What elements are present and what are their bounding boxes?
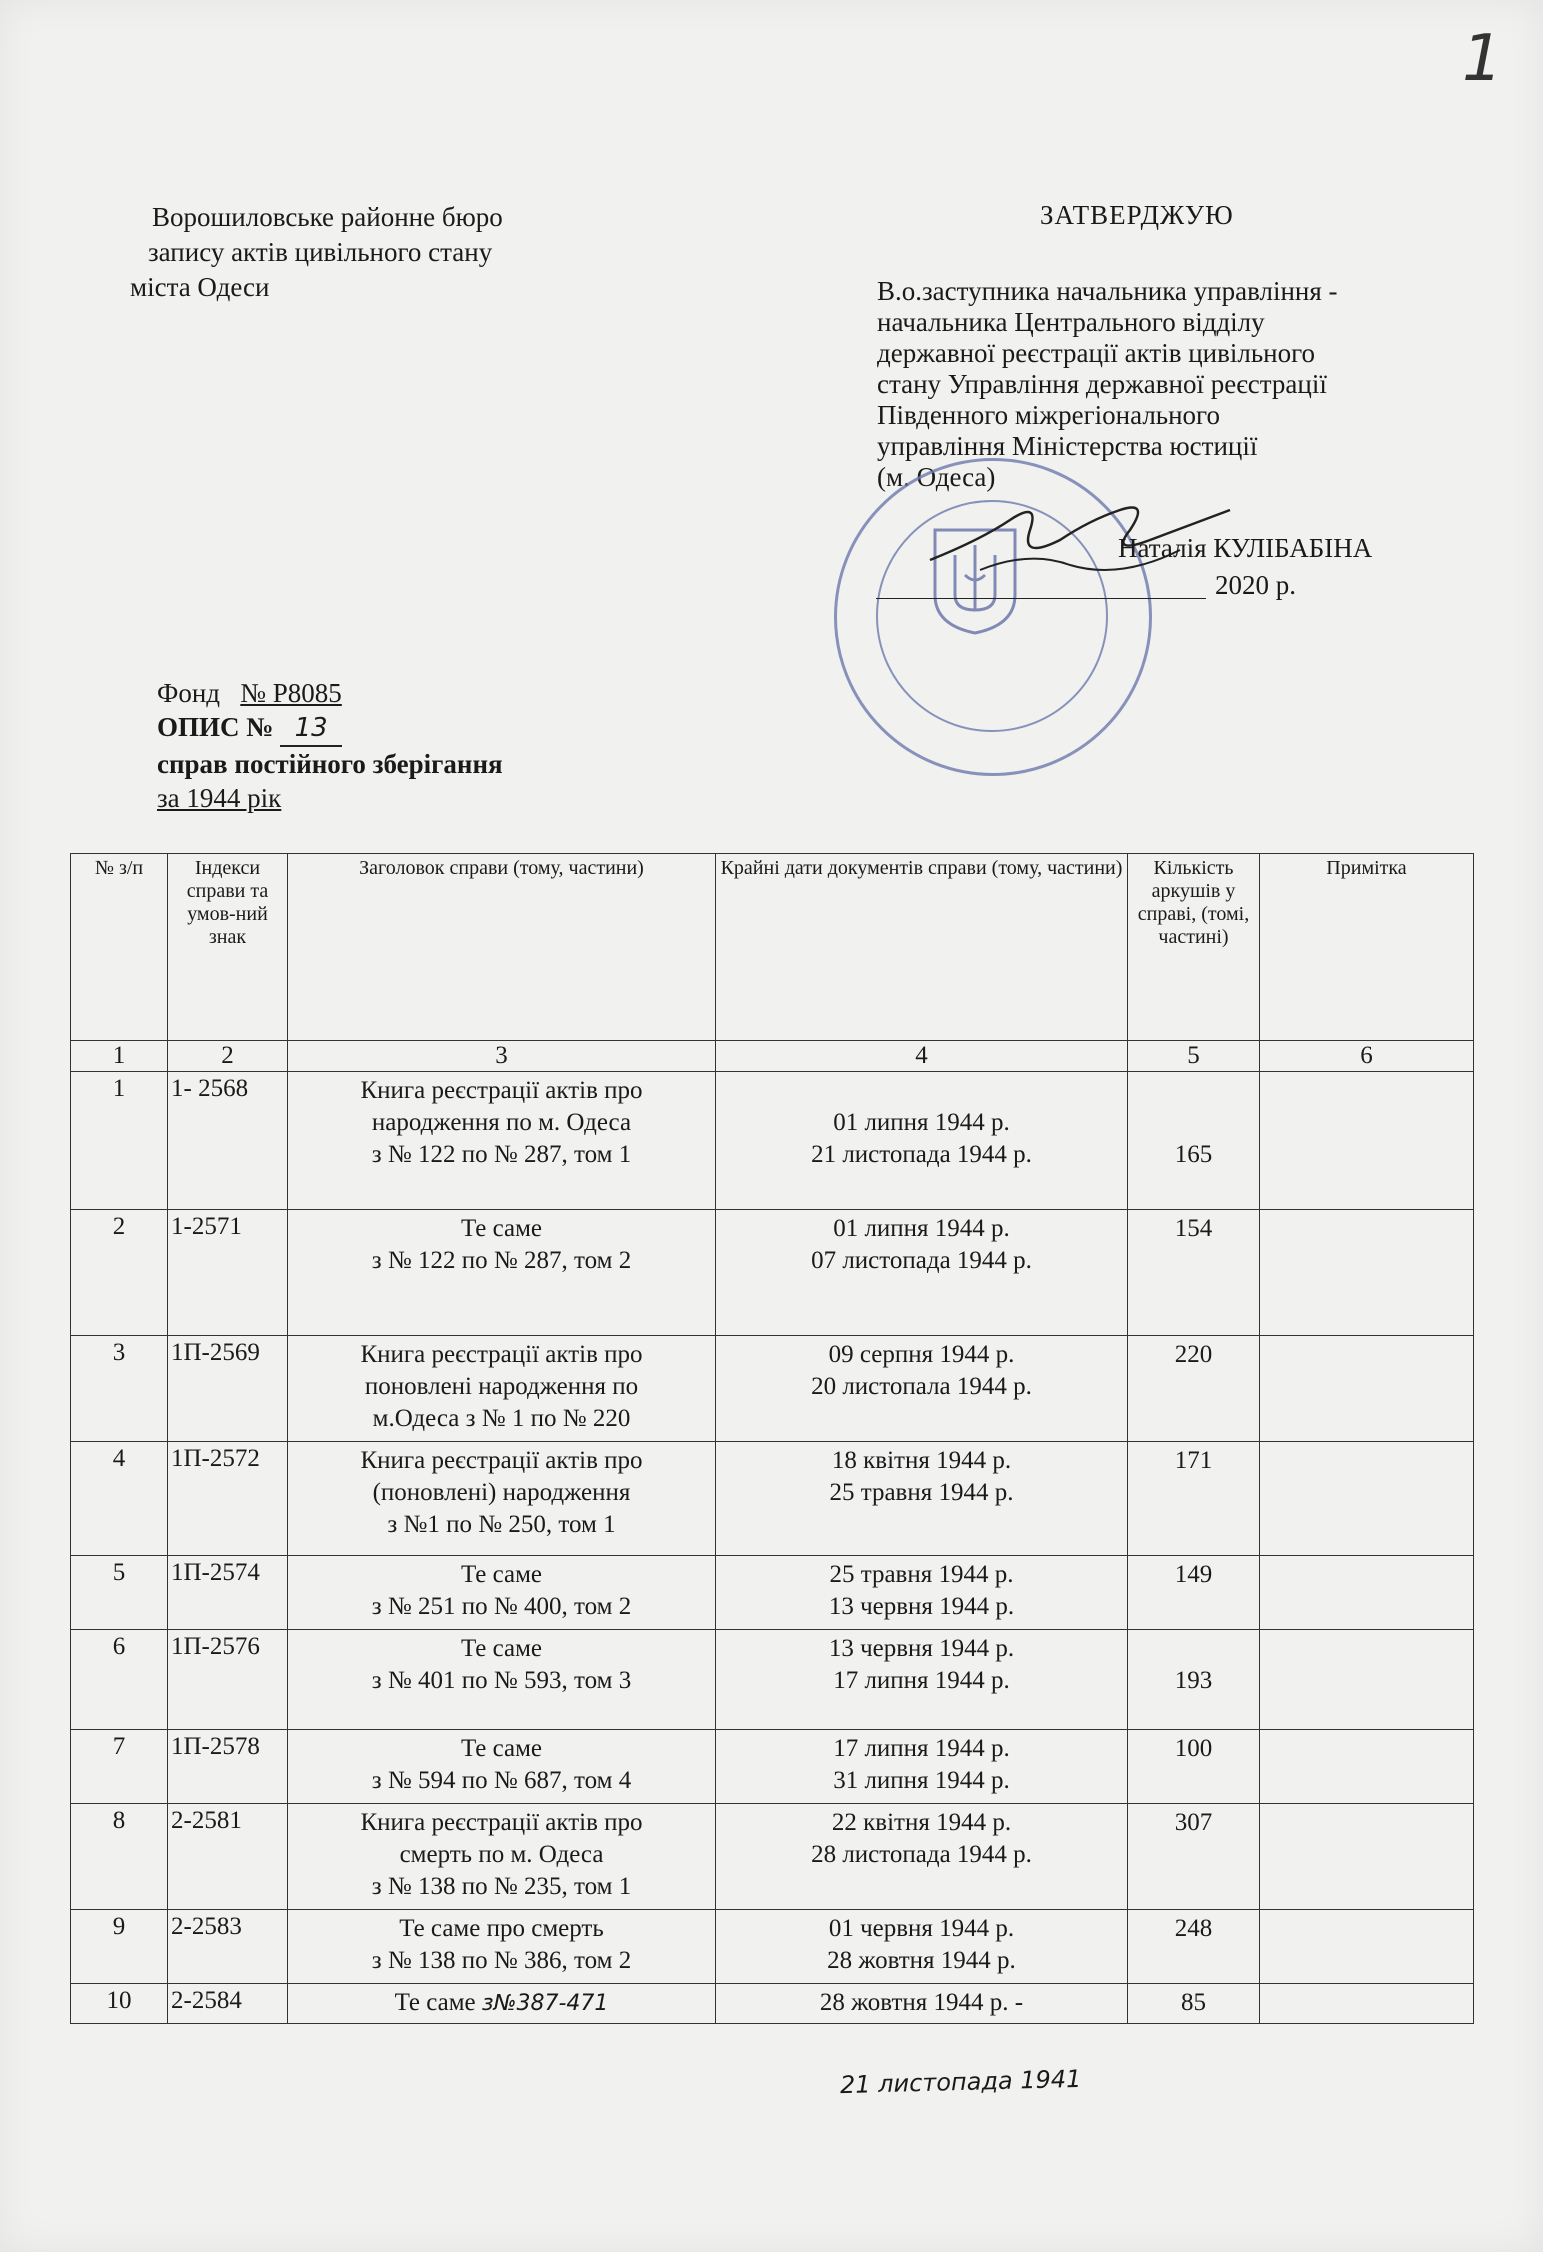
table-row [71, 1442, 1474, 1556]
sheet-count: 220 [1128, 1336, 1260, 1442]
case-index: 2-2584 [168, 1984, 288, 2024]
row-number: 2 [71, 1210, 168, 1336]
fund-label: Фонд [157, 678, 221, 708]
note-cell [1260, 1442, 1474, 1556]
column-header: Примітка [1260, 854, 1474, 1041]
case-index: 2-2583 [168, 1910, 288, 1984]
table-row [71, 1336, 1474, 1442]
sheet-count: 85 [1128, 1984, 1260, 2024]
case-index: 1-2571 [168, 1210, 288, 1336]
table-row [71, 1804, 1474, 1910]
case-index: 1П-2576 [168, 1630, 288, 1730]
column-number: 4 [716, 1041, 1128, 1072]
note-cell [1260, 1984, 1474, 2024]
case-title: Те саме з № 594 по № 687, том 4 [288, 1730, 716, 1804]
inventory-label: ОПИС № [157, 712, 274, 742]
case-dates: 01 липня 1944 р. 21 листопада 1944 р. [716, 1072, 1128, 1210]
column-header: Індекси справи та умов-ний знак [168, 854, 288, 1041]
sheet-count: 154 [1128, 1210, 1260, 1336]
column-header: Кількість аркушів у справі, (томі, частині) [1128, 854, 1260, 1041]
note-cell [1260, 1336, 1474, 1442]
case-index: 1- 2568 [168, 1072, 288, 1210]
inventory-line [157, 710, 503, 747]
page-number: 1 [1462, 22, 1503, 96]
inventory-table [70, 853, 1474, 2024]
case-dates: 22 квітня 1944 р. 28 листопада 1944 р. [716, 1804, 1128, 1910]
case-dates: 28 жовтня 1944 р. - [716, 1984, 1128, 2024]
column-number: 2 [168, 1041, 288, 1072]
case-title: Книга реєстрації актів про (поновлені) народження з №1 по № 250, том 1 [288, 1442, 716, 1556]
case-title: Книга реєстрації актів про народження по м. Одеса з № 122 по № 287, том 1 [288, 1072, 716, 1210]
column-header: Крайні дати документів справи (тому, частини) [716, 854, 1128, 1041]
row-number: 7 [71, 1730, 168, 1804]
table-row [71, 1630, 1474, 1730]
column-number: 3 [288, 1041, 716, 1072]
row-number: 1 [71, 1072, 168, 1210]
approval-line: (м. Одеса) [877, 462, 996, 492]
note-cell [1260, 1556, 1474, 1630]
sheet-count: 193 [1128, 1630, 1260, 1730]
column-number: 5 [1128, 1041, 1260, 1072]
row-number: 6 [71, 1630, 168, 1730]
approval-line: управління Міністерства юстиції [877, 431, 1258, 461]
row-number: 9 [71, 1910, 168, 1984]
case-index: 1П-2569 [168, 1336, 288, 1442]
row-number: 10 [71, 1984, 168, 2024]
column-header: Заголовок справи (тому, частини) [288, 854, 716, 1041]
case-title: Те саме з № 122 по № 287, том 2 [288, 1210, 716, 1336]
institution-header [130, 200, 503, 305]
table-row [71, 1556, 1474, 1630]
approval-line: державної реєстрації актів цивільного [877, 338, 1316, 368]
sheet-count: 165 [1128, 1072, 1260, 1210]
institution-line-1: Ворошиловське районне бюро [152, 202, 503, 232]
sheet-count: 149 [1128, 1556, 1260, 1630]
note-cell [1260, 1630, 1474, 1730]
note-cell [1260, 1730, 1474, 1804]
case-index: 1П-2578 [168, 1730, 288, 1804]
inventory-number: 13 [280, 711, 342, 747]
signer-name: Наталія КУЛІБАБІНА [1118, 533, 1373, 563]
row-number: 3 [71, 1336, 168, 1442]
sheet-count: 100 [1128, 1730, 1260, 1804]
fund-block [157, 676, 503, 815]
inventory-period: за 1944 рік [157, 783, 282, 813]
case-dates: 13 червня 1944 р. 17 липня 1944 р. [716, 1630, 1128, 1730]
case-title: Те саме з № 251 по № 400, том 2 [288, 1556, 716, 1630]
row-number: 4 [71, 1442, 168, 1556]
case-title: Те саме з№387-471 [288, 1984, 716, 2024]
approval-year: 2020 р. [1215, 570, 1296, 600]
table-row [71, 1210, 1474, 1336]
case-title: Книга реєстрації актів про смерть по м. Одеса з № 138 по № 235, том 1 [288, 1804, 716, 1910]
case-title: Те саме про смерть з № 138 по № 386, том 2 [288, 1910, 716, 1984]
case-title: Книга реєстрації актів про поновлені народження по м.Одеса з № 1 по № 220 [288, 1336, 716, 1442]
case-index: 1П-2574 [168, 1556, 288, 1630]
case-dates: 01 липня 1944 р. 07 листопада 1944 р. [716, 1210, 1128, 1336]
approval-line: Південного міжрегіонального [877, 400, 1220, 430]
row-number: 8 [71, 1804, 168, 1910]
case-title: Те саме з № 401 по № 593, том 3 [288, 1630, 716, 1730]
table-row [71, 1984, 1474, 2024]
inventory-title: справ постійного зберігання [157, 749, 503, 779]
table-row [71, 1910, 1474, 1984]
signature-line [876, 598, 1206, 599]
case-dates: 25 травня 1944 р. 13 червня 1944 р. [716, 1556, 1128, 1630]
note-cell [1260, 1910, 1474, 1984]
case-dates: 01 червня 1944 р. 28 жовтня 1944 р. [716, 1910, 1128, 1984]
row-number: 5 [71, 1556, 168, 1630]
note-cell [1260, 1210, 1474, 1336]
institution-line-3: міста Одеси [130, 272, 270, 302]
handwritten-end-date: 21 листопада 1941 [839, 2064, 1082, 2100]
institution-line-2: запису актів цивільного стану [148, 237, 493, 267]
fund-number: № Р8085 [240, 678, 342, 708]
sheet-count: 248 [1128, 1910, 1260, 1984]
fund-line [157, 676, 503, 710]
table-row [71, 1730, 1474, 1804]
case-index: 1П-2572 [168, 1442, 288, 1556]
approval-block [877, 276, 1338, 493]
table-header-row [71, 854, 1474, 1041]
approval-line: В.о.заступника начальника управління - [877, 276, 1338, 306]
column-number-row [71, 1041, 1474, 1072]
column-number: 6 [1260, 1041, 1474, 1072]
column-header: № з/п [71, 854, 168, 1041]
sheet-count: 307 [1128, 1804, 1260, 1910]
approval-title: ЗАТВЕРДЖУЮ [1040, 200, 1234, 230]
case-dates: 09 серпня 1944 р. 20 листопала 1944 р. [716, 1336, 1128, 1442]
column-number: 1 [71, 1041, 168, 1072]
approval-line: стану Управління державної реєстрації [877, 369, 1327, 399]
note-cell [1260, 1072, 1474, 1210]
table-row [71, 1072, 1474, 1210]
case-dates: 17 липня 1944 р. 31 липня 1944 р. [716, 1730, 1128, 1804]
handwritten-range: з№387-471 [481, 1991, 609, 2016]
approval-line: начальника Центрального відділу [877, 307, 1265, 337]
sheet-count: 171 [1128, 1442, 1260, 1556]
note-cell [1260, 1804, 1474, 1910]
case-index: 2-2581 [168, 1804, 288, 1910]
case-dates: 18 квітня 1944 р. 25 травня 1944 р. [716, 1442, 1128, 1556]
